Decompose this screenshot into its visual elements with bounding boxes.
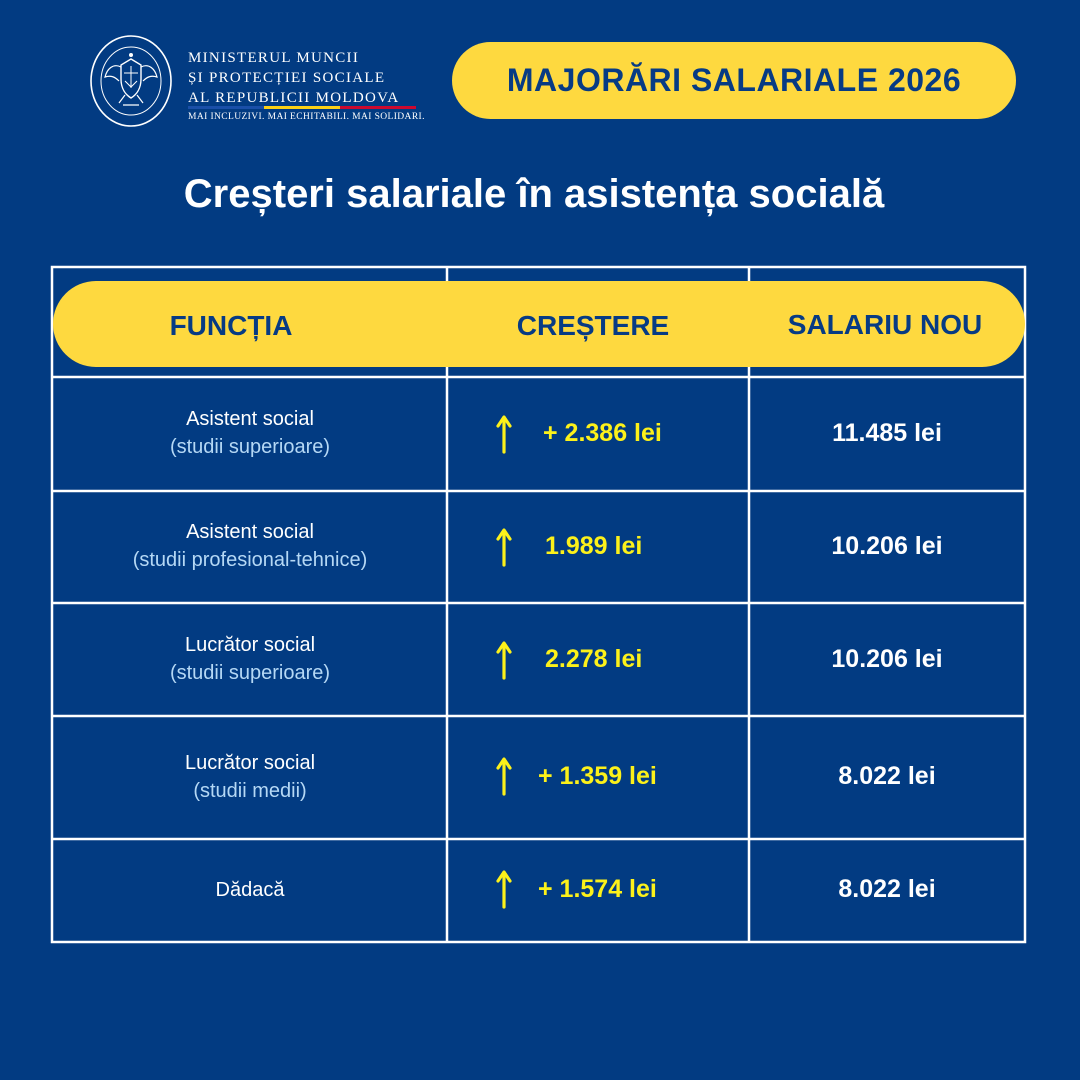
ministry-line: ȘI PROTECȚIEI SOCIALE [188,70,386,86]
function-note: (studii medii) [193,780,307,802]
increase-value: + 1.359 lei [538,762,657,790]
ministry-motto: MAI INCLUZIVI. MAI ECHITABILI. MAI SOLIDARI. [188,112,425,122]
arrow-up-icon [496,756,512,796]
new-salary-value: 10.206 lei [831,645,943,673]
new-salary-value: 8.022 lei [838,875,936,903]
increase-value: 2.278 lei [545,645,643,673]
function-name: Lucrător social [184,752,316,774]
function-note: (studii profesional-tehnice) [132,549,368,571]
function-name: Dădacă [215,879,285,901]
ministry-line: MINISTERUL MUNCII [188,50,360,66]
column-header-new-salary: SALARIU NOU [787,309,983,340]
page-title: Creșteri salariale în asistența socială [183,172,885,216]
increase-value: + 1.574 lei [538,875,657,903]
year-badge: MAJORĂRI SALARIALE 2026 [452,42,1016,119]
table-row-function [53,405,447,461]
function-name: Lucrător social [184,634,316,656]
arrow-up-icon [496,640,512,680]
increase-value: + 2.386 lei [543,419,662,447]
arrow-up-icon [496,527,512,567]
arrow-up-icon [496,869,512,909]
function-note: (studii superioare) [169,436,331,458]
ministry-line: AL REPUBLICII MOLDOVA [188,90,400,106]
new-salary-value: 10.206 lei [831,532,943,560]
table-row-function [53,749,447,805]
increase-value: 1.989 lei [545,532,643,560]
table-row-function [53,518,447,574]
column-header-increase: CREȘTERE [516,310,670,341]
function-name: Asistent social [186,521,314,543]
new-salary-value: 8.022 lei [838,762,936,790]
function-note: (studii superioare) [169,662,331,684]
function-name: Asistent social [186,408,314,430]
arrow-up-icon [496,414,512,454]
table-row-function [53,876,447,904]
table-row-function [53,631,447,687]
column-header-function: FUNCȚIA [169,310,293,341]
new-salary-value: 11.485 lei [832,419,942,447]
